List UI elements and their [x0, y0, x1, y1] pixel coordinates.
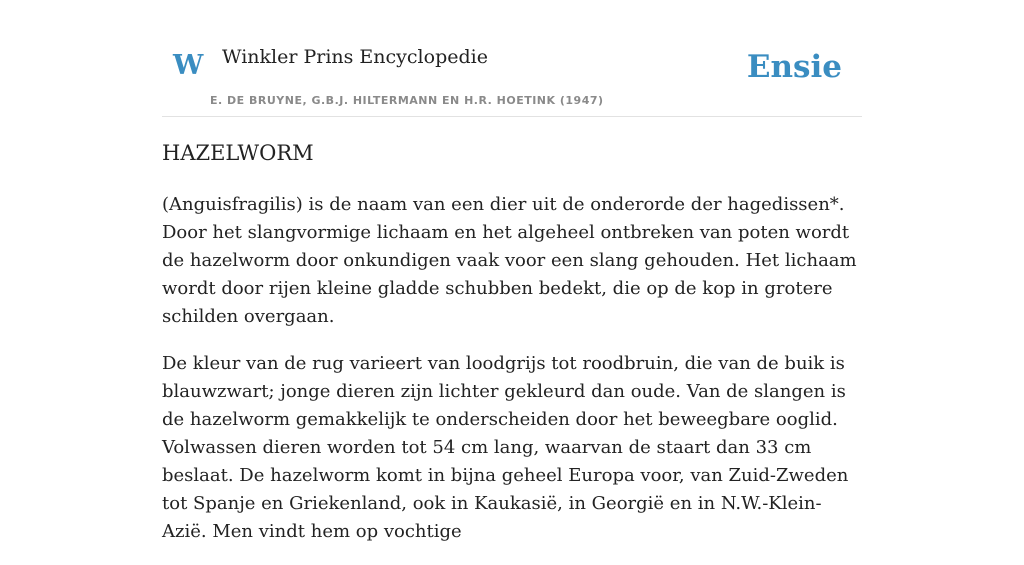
source-header [162, 0, 862, 117]
article-paragraph: (Anguisfragilis) is de naam van een dier uit de onderorde der hagedissen*. Door het slangvormige lichaam en het algeheel ontbreken van poten wordt de hazelworm door onkundigen vaak voor een slang gehouden. Het lichaam wordt door rijen kleine gladde schubben bedekt, die op de kop in grotere schilden overgaan. [162, 194, 857, 328]
winkler-prins-logo-icon: W [173, 50, 204, 81]
source-authors: E. DE BRUYNE, G.B.J. HILTERMANN EN H.R. HOETINK (1947) [210, 94, 604, 107]
article [162, 140, 862, 565]
article-headword: HAZELWORM [162, 141, 314, 165]
article-paragraph: De kleur van de rug varieert van loodgrijs tot roodbruin, die van de buik is blauwzwart; jonge dieren zijn lichter gekleurd dan oude. Van de slangen is de hazelworm gemakkelijk te onderscheiden door het beweegbare ooglid. Volwassen dieren worden tot 54 cm lang, waarvan de staart dan 33 cm beslaat. De hazelworm komt in bijna geheel Europa voor, van Zuid-Zweden tot Spanje en Griekenland, ook in Kaukasië, in Georgië en in N.W.-Klein-Azië. Men vindt hem op vochtige [162, 353, 849, 543]
source-title[interactable]: Winkler Prins Encyclopedie [222, 46, 488, 68]
ensie-logo-link[interactable]: Ensie [746, 49, 842, 85]
